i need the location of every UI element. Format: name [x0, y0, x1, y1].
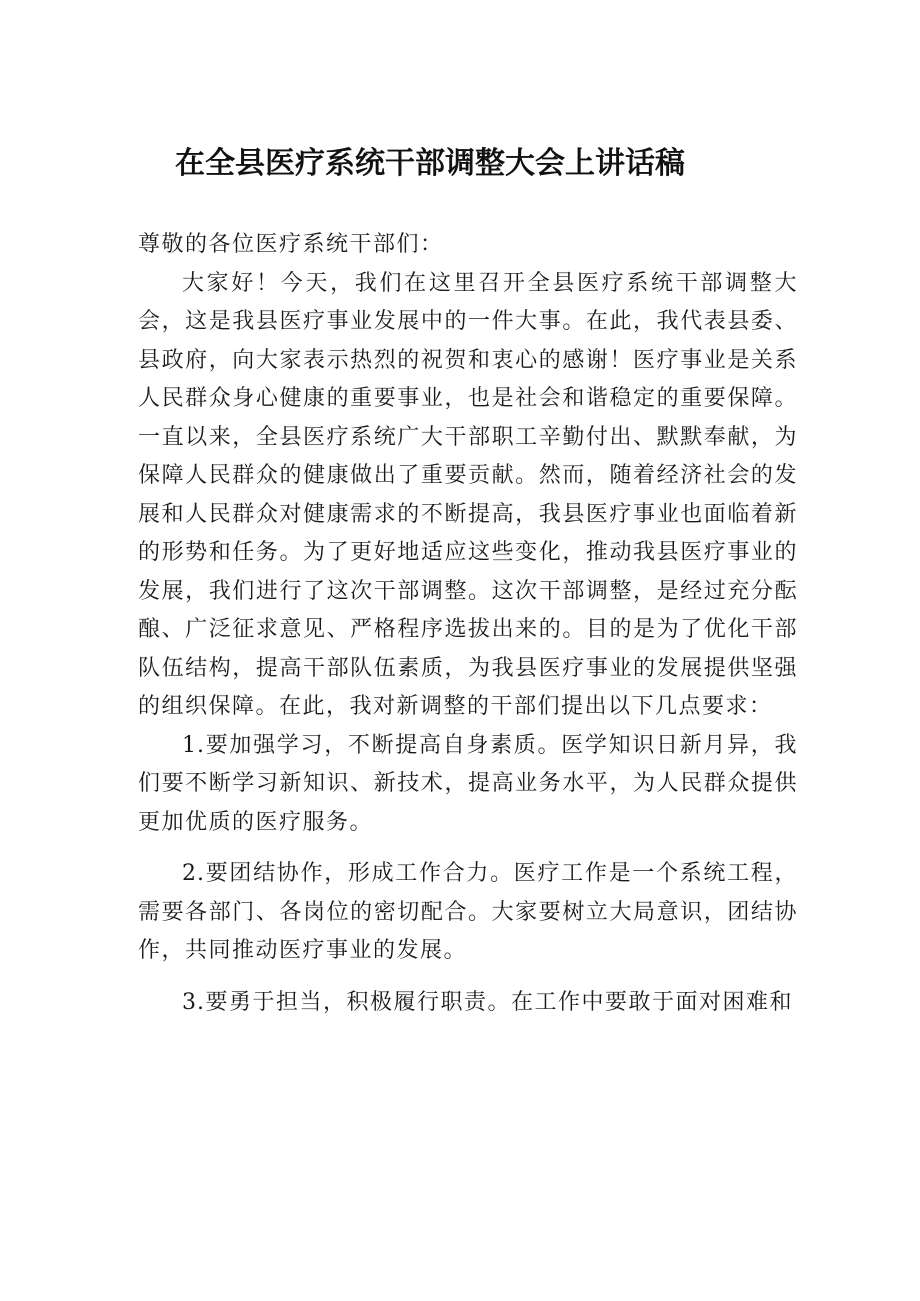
document-body: [138, 226, 798, 1022]
item-number: 3: [182, 989, 197, 1015]
document-title: 在全县医疗系统干部调整大会上讲话稿: [175, 146, 685, 181]
item-number: 2: [182, 861, 197, 886]
requirement-item-1: [138, 727, 798, 843]
item-text: .要加强学习，不断提高自身素质。医学知识日新月异，我们要不断学习新知识、新技术，提高业务水平，为人民群众提供更加优质的医疗服务。: [138, 732, 798, 835]
requirement-item-3: [138, 984, 798, 1023]
item-text: .要团结协作，形成工作合力。医疗工作是一个系统工程，需要各部门、各岗位的密切配合。大家要树立大局意识，团结协作，共同推动医疗事业的发展。: [138, 861, 798, 963]
requirement-item-2: [138, 855, 798, 971]
salutation: 尊敬的各位医疗系统干部们：: [138, 232, 444, 257]
item-number: 1: [182, 732, 197, 758]
intro-paragraph: 大家好！今天，我们在这里召开全县医疗系统干部调整大会，这是我县医疗事业发展中的一件大事。在此，我代表县委、县政府，向大家表示热烈的祝贺和衷心的感谢！医疗事业是关系人民群众身心健康的重要事业，也是社会和谐稳定的重要保障。一直以来，全县医疗系统广大干部职工辛勤付出、默默奉献，为保障人民群众的健康做出了重要贡献。然而，随着经济社会的发展和人民群众对健康需求的不断提高，我县医疗事业也面临着新的形势和任务。为了更好地适应这些变化，推动我县医疗事业的发展，我们进行了这次干部调整。这次干部调整，是经过充分酝酿、广泛征求意见、严格程序选拔出来的。目的是为了优化干部队伍结构，提高干部队伍素质，为我县医疗事业的发展提供坚强的组织保障。在此，我对新调整的干部们提出以下几点要求：: [138, 270, 798, 719]
item-text: .要勇于担当，积极履行职责。在工作中要敢于面对困难和: [197, 989, 793, 1015]
